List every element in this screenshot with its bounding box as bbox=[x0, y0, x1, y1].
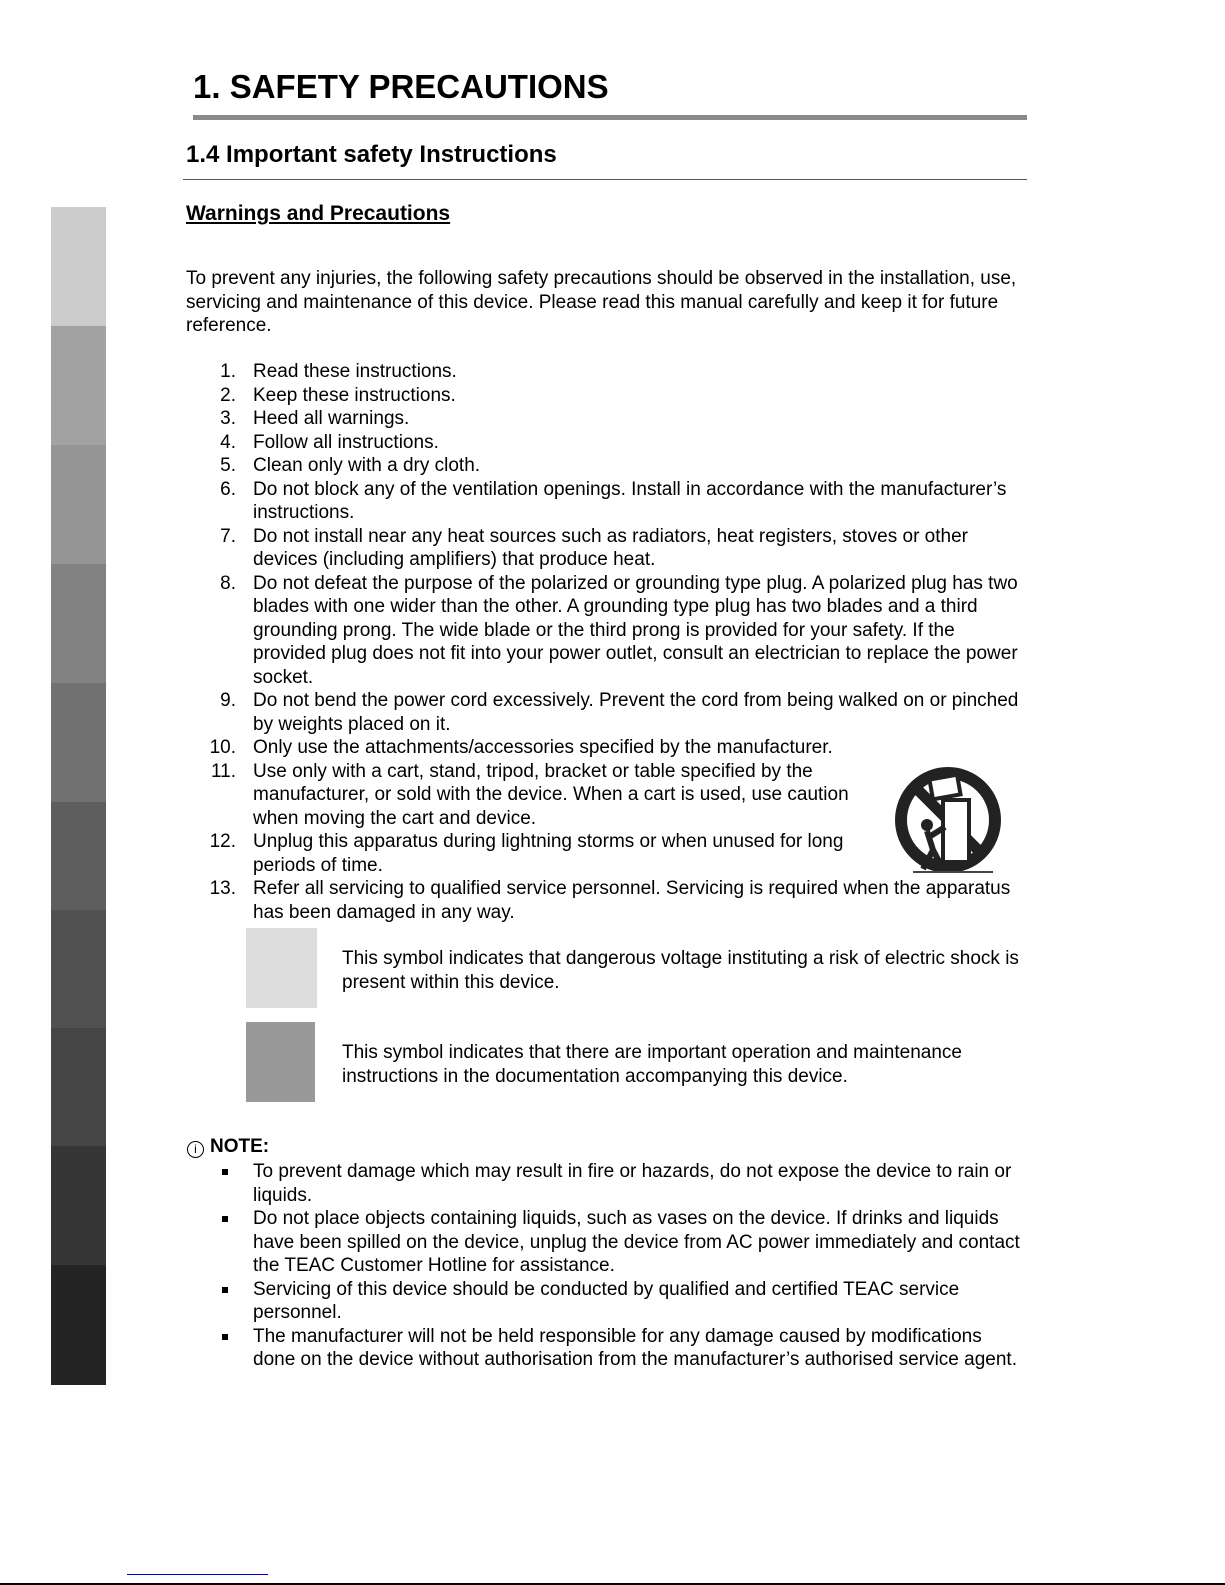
note-text: Servicing of this device should be conducted by qualified and certified TEAC service personnel. bbox=[253, 1278, 960, 1323]
instruction-item bbox=[186, 478, 1036, 525]
instruction-item bbox=[186, 736, 1036, 760]
instruction-text: Refer all servicing to qualified service personnel. Servicing is required when the apparatus has been damaged in any way. bbox=[253, 878, 1011, 923]
note-heading bbox=[187, 1135, 269, 1159]
no-cart-tipping-icon bbox=[893, 765, 1005, 877]
chapter-tab-6[interactable] bbox=[51, 802, 106, 910]
bullet-icon bbox=[222, 1287, 228, 1293]
instruction-number: 4. bbox=[220, 431, 236, 453]
instruction-text: Heed all warnings. bbox=[253, 408, 410, 429]
intro-paragraph: To prevent any injuries, the following safety precautions should be observed in the installation, use, servicing and maintenance of this device. Please read this manual carefully and keep it for future reference. bbox=[186, 268, 1017, 336]
note-label: NOTE: bbox=[210, 1136, 270, 1157]
instruction-number: 2. bbox=[220, 384, 236, 406]
page-title: 1. SAFETY PRECAUTIONS bbox=[193, 68, 609, 105]
important-instructions-symbol-text: This symbol indicates that there are important operation and maintenance instructions in the documentation accompanying this device. bbox=[342, 1042, 962, 1087]
instruction-text: Follow all instructions. bbox=[253, 431, 439, 453]
instruction-item bbox=[186, 877, 1036, 924]
instruction-number: 8. bbox=[220, 572, 236, 594]
title-divider bbox=[193, 115, 1027, 120]
instruction-item bbox=[186, 384, 1036, 408]
instruction-text: Do not install near any heat sources such as radiators, heat registers, stoves or other devices (including amplifiers) that produce heat. bbox=[253, 525, 968, 570]
note-item bbox=[186, 1325, 1036, 1372]
instruction-item bbox=[186, 360, 1036, 384]
instruction-number: 12. bbox=[209, 831, 236, 852]
instruction-text: Do not bend the power cord excessively. Prevent the cord from being walked on or pinched by weights placed on it. bbox=[253, 690, 1019, 735]
instruction-item bbox=[186, 525, 1036, 572]
chapter-tab-2[interactable] bbox=[51, 326, 106, 445]
instruction-text: Unplug this apparatus during lightning storms or when unused for long periods of time. bbox=[253, 831, 844, 876]
instruction-number: 11. bbox=[210, 760, 236, 782]
note-text: Do not place objects containing liquids, such as vases on the device. If drinks and liquids have been spilled on the device, unplug the device from AC power immediately and contact the TEAC Customer Hotline for assistance. bbox=[253, 1208, 1020, 1276]
bullet-icon bbox=[222, 1334, 228, 1340]
instruction-item bbox=[186, 689, 1036, 736]
instruction-item bbox=[186, 407, 1036, 431]
instruction-text: Only use the attachments/accessories specified by the manufacturer. bbox=[253, 737, 833, 758]
note-item bbox=[186, 1160, 1036, 1207]
chapter-tab-5[interactable] bbox=[51, 683, 106, 802]
instruction-text: Do not block any of the ventilation openings. Install in accordance with the manufacturer’s instructions. bbox=[253, 478, 1007, 523]
chapter-tab-10[interactable] bbox=[51, 1265, 106, 1385]
section-divider bbox=[183, 179, 1027, 180]
instruction-text: Clean only with a dry cloth. bbox=[253, 455, 481, 476]
instruction-text: Read these instructions. bbox=[253, 361, 457, 382]
instruction-item bbox=[186, 454, 1036, 478]
chapter-tab-8[interactable] bbox=[51, 1028, 106, 1146]
note-item bbox=[186, 1278, 1036, 1325]
note-text: To prevent damage which may result in fire or hazards, do not expose the device to rain or liquids. bbox=[253, 1161, 1012, 1206]
instruction-number: 13. bbox=[209, 878, 236, 899]
electric-shock-symbol bbox=[246, 928, 317, 1008]
footer-link-line bbox=[127, 1574, 268, 1575]
instruction-number: 9. bbox=[220, 690, 236, 711]
note-list bbox=[186, 1160, 1036, 1372]
chapter-tab-9[interactable] bbox=[51, 1146, 106, 1265]
instruction-text: Use only with a cart, stand, tripod, bracket or table specified by the manufacturer, or sold with the device. When a cart is used, use caution when moving the cart and device. bbox=[253, 760, 849, 829]
bullet-icon bbox=[222, 1216, 228, 1222]
instruction-item bbox=[186, 572, 1036, 690]
bullet-icon bbox=[222, 1169, 228, 1175]
note-item bbox=[186, 1207, 1036, 1278]
instruction-number: 5. bbox=[220, 455, 236, 476]
note-text: The manufacturer will not be held responsible for any damage caused by modifications done on the device without authorisation from the manufacturer’s authorised service agent. bbox=[253, 1325, 1017, 1370]
subsection-heading: Warnings and Precautions bbox=[186, 202, 451, 225]
info-icon: i bbox=[187, 1141, 204, 1158]
section-title: 1.4 Important safety Instructions bbox=[186, 141, 557, 168]
instruction-item bbox=[186, 431, 1036, 455]
instruction-number: 6. bbox=[220, 478, 236, 500]
instruction-number: 3. bbox=[220, 408, 236, 429]
important-instructions-symbol bbox=[246, 1022, 315, 1102]
instruction-text: Keep these instructions. bbox=[253, 384, 456, 406]
chapter-tab-1[interactable] bbox=[51, 207, 106, 326]
chapter-tab-3[interactable] bbox=[51, 445, 106, 564]
electric-shock-symbol-text: This symbol indicates that dangerous voltage instituting a risk of electric shock is present within this device. bbox=[342, 948, 1019, 993]
instruction-text: Do not defeat the purpose of the polarized or grounding type plug. A polarized plug has two blades with one wider than the other. A grounding type plug has two blades and a third grounding prong. The wide blade or the third prong is provided for your safety. If the provided plug does not fit into your power outlet, consult an electrician to replace the power socket. bbox=[253, 572, 1018, 688]
chapter-tab-7[interactable] bbox=[51, 910, 106, 1028]
chapter-tab-4[interactable] bbox=[51, 564, 106, 683]
instruction-number: 10. bbox=[209, 737, 236, 758]
instruction-number: 1. bbox=[220, 361, 236, 382]
instruction-number: 7. bbox=[220, 525, 236, 547]
